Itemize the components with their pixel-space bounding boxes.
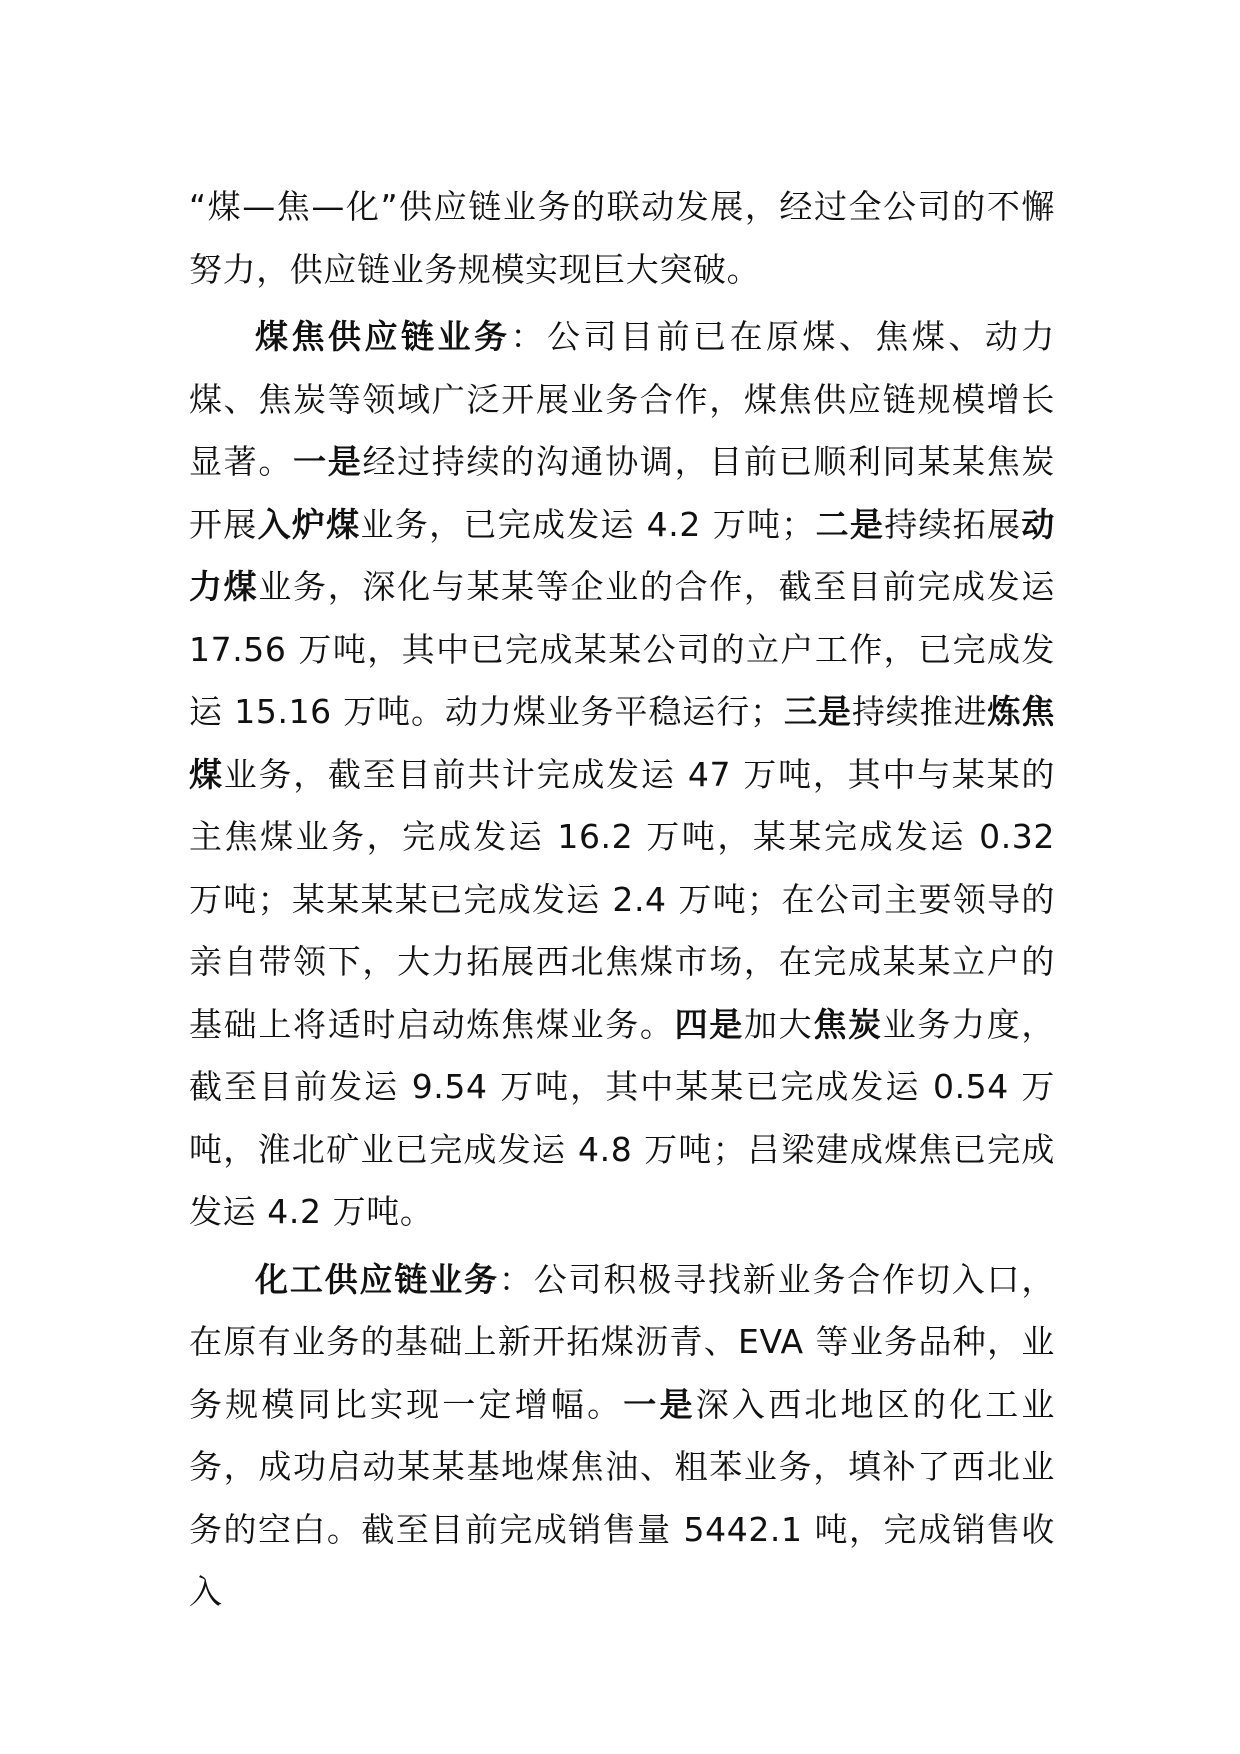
text-run: 业务，截至目前共计完成发运 47 万吨，其中与某某的主焦煤业务，完成发运 16.2 万吨，某某完成发运 0.32 万吨；某某某某已完成发运 2.4 万吨；在公司主要领导的亲自带领下，大力拓展西北焦煤市场，在完成某某立户的基础上将适时启动炼焦煤业务。	[189, 754, 1055, 1044]
text-run: 业务，已完成发运 4.2 万吨；	[360, 504, 815, 544]
keyword-coke: 焦炭	[813, 1004, 883, 1044]
keyword-thermal-coal: 动力煤	[189, 504, 1055, 606]
paragraph-intro	[189, 176, 1055, 301]
item-marker-three: 三是	[783, 692, 852, 731]
paragraph-coal-coke-supply-chain	[189, 306, 1055, 1244]
document-page	[189, 176, 1055, 1624]
text-run: 持续推进	[851, 692, 988, 731]
text-run: ：公司目前已在原煤、焦煤、动力煤、焦炭等领域广泛开展业务合作，煤焦供应链规模增长显著。	[189, 317, 1055, 481]
text-run: 经过持续的沟通协调，目前已顺利同某某焦炭开展	[189, 442, 1056, 544]
section-heading-coal-coke: 煤焦供应链业务	[255, 317, 511, 356]
section-heading-chemical: 化工供应链业务	[255, 1259, 499, 1299]
text-run: 加大	[743, 1004, 814, 1044]
paragraph-chemical-supply-chain	[189, 1249, 1055, 1624]
item-marker-one: 一是	[623, 1384, 696, 1424]
item-marker-four: 四是	[674, 1004, 744, 1044]
text-run: 业务，深化与某某等企业的合作，截至目前完成发运 17.56 万吨，其中已完成某某公司的立户工作，已完成发运 15.16 万吨。动力煤业务平稳运行；	[189, 567, 1055, 731]
keyword-coking-coal: 炼焦煤	[189, 692, 1055, 794]
text-run: “煤—焦—化”供应链业务的联动发展，经过全公司的不懈努力，供应链业务规模实现巨大突破。	[189, 187, 1055, 289]
text-run: 持续拓展	[884, 504, 1022, 544]
keyword-furnace-coal: 入炉煤	[257, 504, 361, 544]
item-marker-one: 一是	[293, 442, 363, 481]
text-run: ：公司积极寻找新业务合作切入口，在原有业务的基础上新开拓煤沥青、EVA 等业务品种，业务规模同比实现一定增幅。	[189, 1259, 1055, 1424]
text-run: 深入西北地区的化工业务，成功启动某某基地煤焦油、粗苯业务，填补了西北业务的空白。截至目前完成销售量 5442.1 吨，完成销售收入	[189, 1384, 1056, 1611]
text-run: 业务力度，截至目前发运 9.54 万吨，其中某某已完成发运 0.54 万吨，淮北矿业已完成发运 4.8 万吨；吕梁建成煤焦已完成发运 4.2 万吨。	[189, 1004, 1056, 1231]
item-marker-two: 二是	[814, 504, 885, 544]
